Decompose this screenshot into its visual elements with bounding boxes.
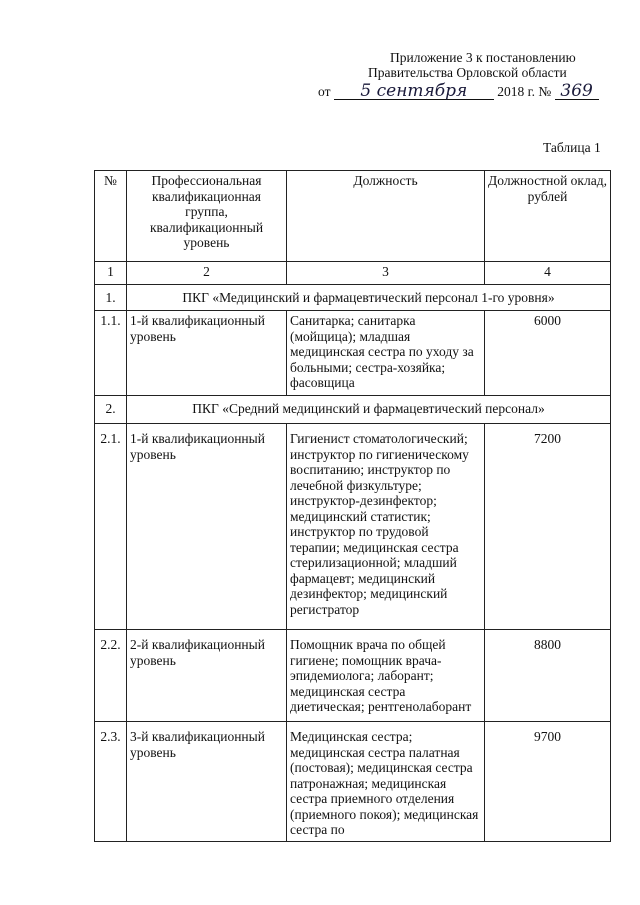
group-title: ПКГ «Средний медицинский и фармацевтический персонал» xyxy=(127,396,611,424)
positions-list: Санитарка; санитарка (мойщица); младшая медицинская сестра по уходу за больными; сестра-хозяйка; фасовщица xyxy=(287,311,485,396)
column-index-row xyxy=(95,262,611,285)
salary-value: 7200 xyxy=(485,424,611,630)
column-index: 1 xyxy=(95,262,127,285)
group-row xyxy=(95,396,611,424)
government-name: Правительства Орловской области xyxy=(368,65,567,80)
qualification-level: 2-й квалификационный уровень xyxy=(127,630,287,722)
row-number: 2.1. xyxy=(95,424,127,630)
row-number: 2.2. xyxy=(95,630,127,722)
positions-list: Помощник врача по общей гигиене; помощник врача-эпидемиолога; лаборант; медицинская сестра диетическая; рентгенолаборант xyxy=(287,630,485,722)
group-number: 2. xyxy=(95,396,127,424)
positions-list: Гигиенист стоматологический; инструктор по гигиеническому воспитанию; инструктор по лечебной физкультуре; инструктор-дезинфектор; медицинский статистик; инструктор по трудовой терапии; медицинская сестра стерилизационной; младший фармацевт; медицинский дезинфектор; медицинский регистратор xyxy=(287,424,485,630)
salary-table xyxy=(94,170,611,842)
decree-date-line xyxy=(318,81,599,101)
group-number: 1. xyxy=(95,285,127,311)
qualification-level: 1-й квалификационный уровень xyxy=(127,424,287,630)
header-salary: Должностной оклад, рублей xyxy=(485,171,611,262)
table-row xyxy=(95,424,611,630)
salary-value: 6000 xyxy=(485,311,611,396)
date-field xyxy=(334,81,494,101)
table-label: Таблица 1 xyxy=(543,140,601,155)
table-row xyxy=(95,311,611,396)
handwritten-number: 369 xyxy=(560,81,593,101)
group-row xyxy=(95,285,611,311)
table-header-row xyxy=(95,171,611,262)
salary-value: 8800 xyxy=(485,630,611,722)
appendix-title: Приложение 3 к постановлению xyxy=(390,50,576,65)
column-index: 2 xyxy=(127,262,287,285)
year-and-number-label: 2018 г. № xyxy=(497,84,552,99)
header-position: Должность xyxy=(287,171,485,262)
row-number: 1.1. xyxy=(95,311,127,396)
salary-value: 9700 xyxy=(485,722,611,842)
group-title: ПКГ «Медицинский и фармацевтический персонал 1-го уровня» xyxy=(127,285,611,311)
qualification-level: 3-й квалификационный уровень xyxy=(127,722,287,842)
number-field xyxy=(555,81,599,101)
column-index: 4 xyxy=(485,262,611,285)
row-number: 2.3. xyxy=(95,722,127,842)
handwritten-date: 5 сентября xyxy=(360,81,468,101)
table-row xyxy=(95,630,611,722)
table-row xyxy=(95,722,611,842)
header-number: № xyxy=(95,171,127,262)
qualification-level: 1-й квалификационный уровень xyxy=(127,311,287,396)
column-index: 3 xyxy=(287,262,485,285)
positions-list: Медицинская сестра; медицинская сестра палатная (постовая); медицинская сестра патронажная; медицинская сестра приемного отделения (приемного покоя); медицинская сестра по xyxy=(287,722,485,842)
from-prefix: от xyxy=(318,84,331,99)
header-qualification-group: Профессиональная квалификационная группа, квалификационный уровень xyxy=(127,171,287,262)
